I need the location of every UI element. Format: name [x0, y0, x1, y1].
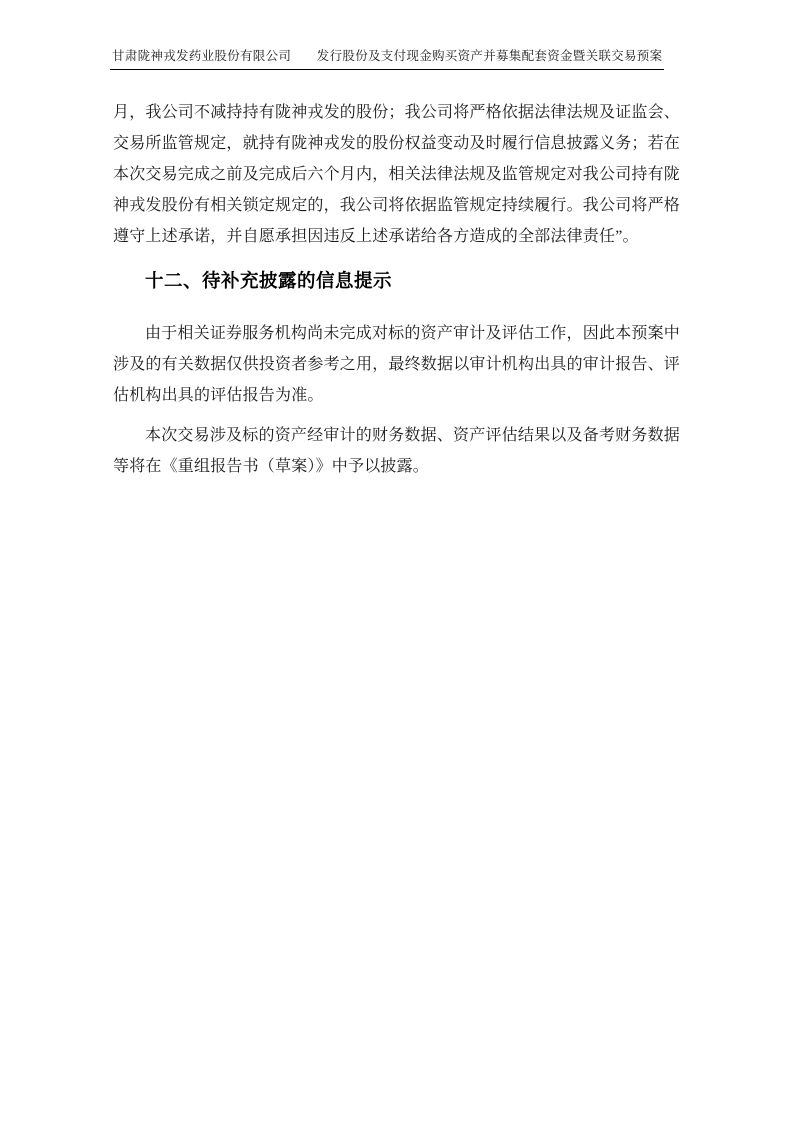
page-header-text: 甘肃陇神戎发药业股份有限公司 发行股份及支付现金购买资产并募集配套资金暨关联交易预案	[110, 49, 664, 70]
paragraph-disclosure-2: 本次交易涉及标的资产经审计的财务数据、资产评估结果以及备考财务数据等将在《重组报告书（草案）》中予以披露。	[113, 427, 680, 475]
page-content	[113, 97, 680, 482]
paragraph-disclosure-1: 由于相关证券服务机构尚未完成对标的资产审计及评估工作，因此本预案中涉及的有关数据仅供投资者参考之用，最终数据以审计机构出具的审计报告、评估机构出具的评估报告为准。	[113, 325, 681, 404]
page-header	[112, 0, 681, 70]
paragraph-commitment-continuation: 月，我公司不减持持有陇神戎发的股份；我公司将严格依据法律法规及证监会、交易所监管规定，就持有陇神戎发的股份权益变动及时履行信息披露义务；若在本次交易完成之前及完成后六个月内，相关法律法规及监管规定对我公司持有陇神戎发股份有相关锁定规定的，我公司将依据监管规定持续履行。我公司将严格遵守上述承诺，并自愿承担因违反上述承诺给各方造成的全部法律责任”。	[113, 104, 681, 245]
section-heading: 十二、待补充披露的信息提示	[145, 270, 393, 291]
